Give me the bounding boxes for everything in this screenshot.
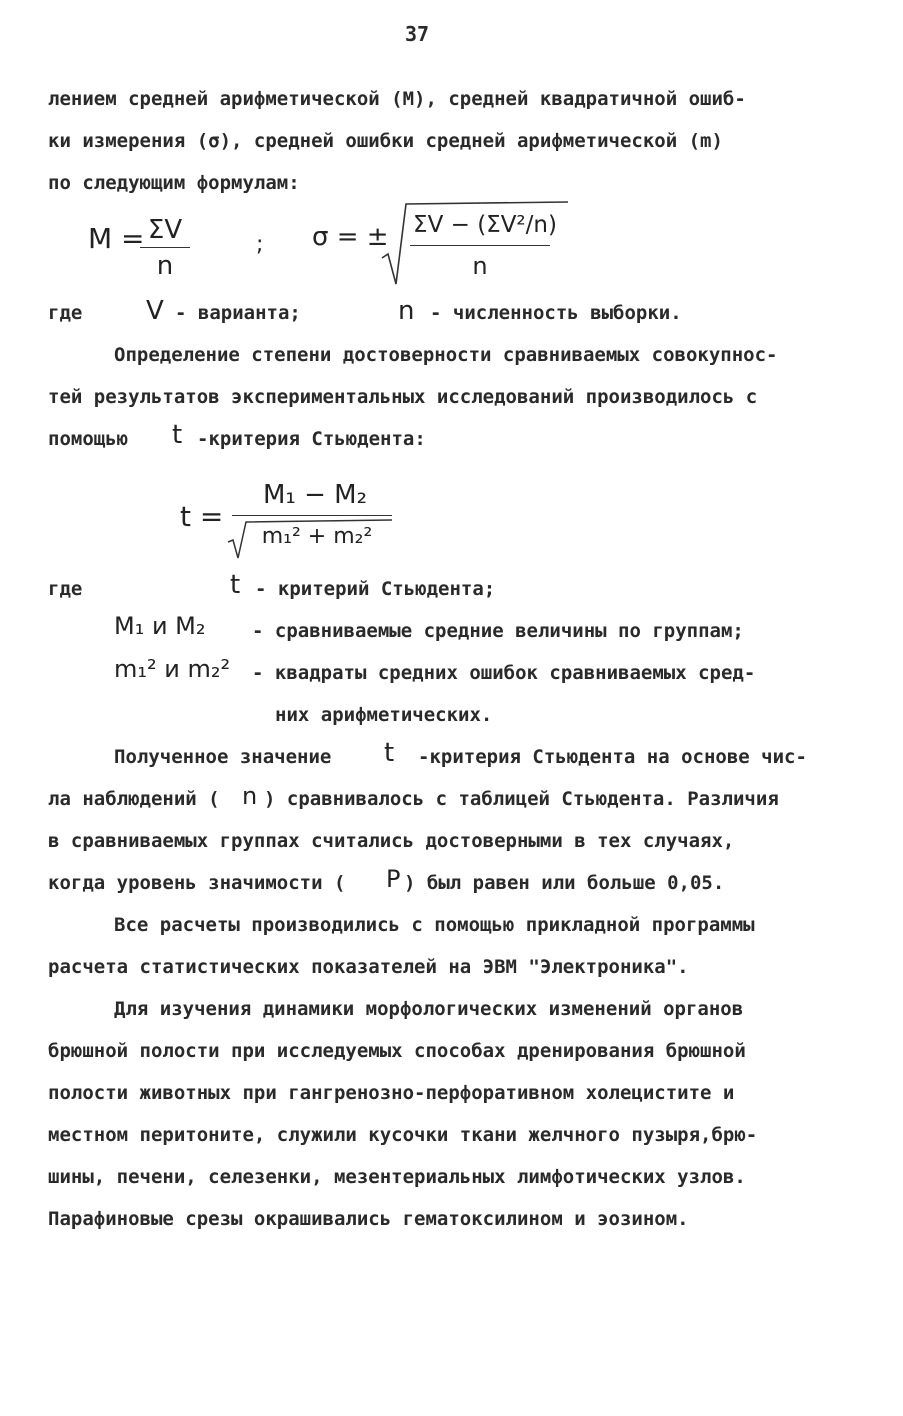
- text-line: в сравниваемых группах считались достоверными в тех случаях,: [48, 830, 735, 852]
- text-line: местном перитоните, служили кусочки ткани желчного пузыря,брю-: [48, 1124, 758, 1146]
- text-line: ) был равен или больше 0,05.: [404, 872, 725, 894]
- variable-m1-m2: M₁ и M₂: [114, 612, 206, 640]
- text-line: когда уровень значимости (: [48, 872, 346, 894]
- formula-t-denominator: m₁² + m₂²: [261, 524, 373, 549]
- text-line: расчета статистических показателей на ЭВМ "Электроника".: [48, 956, 689, 978]
- variable-n: n: [242, 782, 258, 810]
- text-line: Определение степени достоверности сравниваемых совокупнос-: [114, 344, 778, 366]
- text-line: тей результатов экспериментальных исследований производилось с: [48, 386, 758, 408]
- text-line: Для изучения динамики морфологических изменений органов: [114, 998, 744, 1020]
- text-line: лением средней арифметической (M), средней квадратичной ошиб-: [48, 88, 746, 110]
- text-line: шины, печени, селезенки, мезентериальных лимфотических узлов.: [48, 1166, 746, 1188]
- variable-p: P: [386, 865, 401, 893]
- formula-sigma-numerator: ΣV − (ΣV²/n): [413, 212, 557, 238]
- fraction-bar: [232, 515, 392, 516]
- variable-m1sq-m2sq-description: - квадраты средних ошибок сравниваемых сред-: [252, 662, 756, 684]
- formula-sigma-denominator: n: [472, 252, 488, 280]
- text-line: помощью: [48, 428, 129, 450]
- variable-m1sq-m2sq-description-cont: них арифметических.: [275, 704, 493, 726]
- variable-t: t: [230, 570, 241, 600]
- fraction-bar: [140, 247, 190, 248]
- formula-mean-denominator: n: [156, 251, 174, 281]
- variable-t: t: [172, 420, 183, 450]
- text-line: ла наблюдений (: [48, 788, 220, 810]
- text-line: Парафиновые срезы окрашивались гематоксилином и эозином.: [48, 1208, 689, 1230]
- variable-m1-m2-description: - сравниваемые средние величины по группам;: [252, 620, 744, 642]
- variable-v-description: - варианта;: [175, 302, 301, 324]
- variable-n-description: - численность выборки.: [430, 302, 682, 324]
- formula-sigma-lhs: σ = ±: [312, 222, 389, 252]
- text-line: полости животных при гангренозно-перфоративном холецистите и: [48, 1082, 735, 1104]
- formula-mean-numerator: ΣV: [147, 215, 183, 245]
- text-line: -критерия Стьюдента:: [197, 428, 426, 450]
- fraction-bar: [410, 245, 550, 246]
- formula-separator: ;: [256, 232, 264, 257]
- text-line: брюшной полости при исследуемых способах дренирования брюшной: [48, 1040, 746, 1062]
- formula-t-lhs: t =: [180, 500, 224, 533]
- where-label: где: [48, 578, 83, 600]
- text-line: Все расчеты производились с помощью прикладной программы: [114, 914, 755, 936]
- where-label: где: [48, 302, 83, 324]
- text-line: ки измерения (σ), средней ошибки средней арифметической (m): [48, 130, 723, 152]
- formula-t-numerator: M₁ − M₂: [262, 480, 368, 510]
- page-number: 37: [405, 22, 430, 46]
- variable-t: t: [384, 738, 395, 768]
- text-line: по следующим формулам:: [48, 172, 300, 194]
- text-line: Полученное значение: [114, 746, 332, 768]
- variable-v: V: [146, 296, 164, 326]
- formula-mean-lhs: M =: [88, 222, 145, 255]
- text-line: -критерия Стьюдента на основе чис-: [418, 746, 807, 768]
- variable-n: n: [398, 296, 415, 326]
- variable-t-description: - критерий Стьюдента;: [255, 578, 496, 600]
- variable-m1sq-m2sq: m₁² и m₂²: [114, 655, 231, 683]
- text-line: ) сравнивалось с таблицей Стьюдента. Различия: [264, 788, 779, 810]
